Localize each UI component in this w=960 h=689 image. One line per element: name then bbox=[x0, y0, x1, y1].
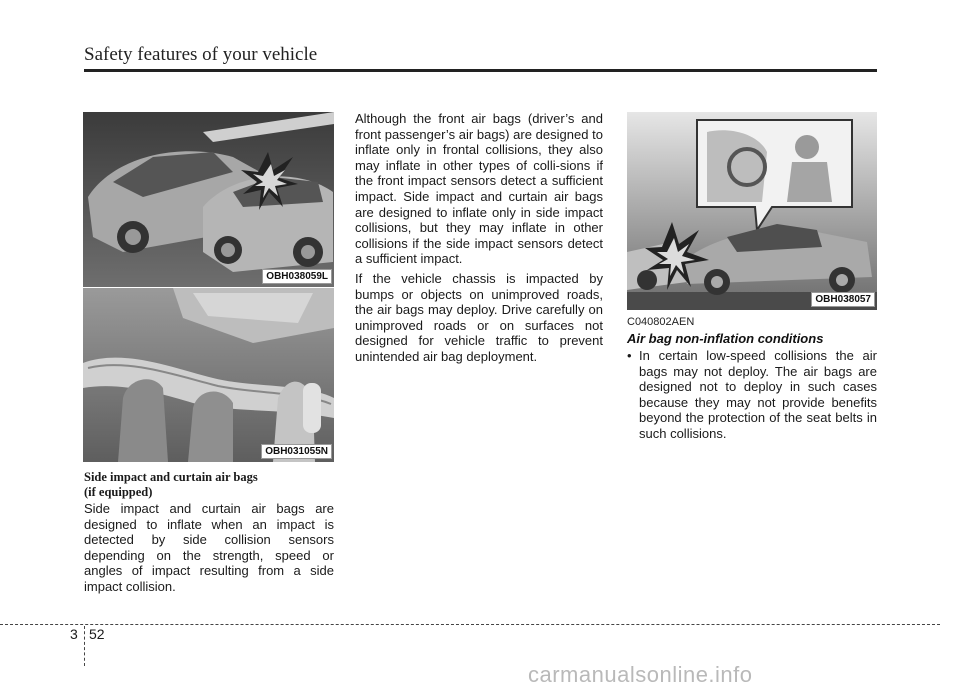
caption-line-2: (if equipped) bbox=[84, 485, 153, 499]
header-rule bbox=[84, 69, 877, 72]
low-speed-collision-illustration bbox=[627, 112, 877, 310]
figure-caption bbox=[84, 470, 334, 500]
footer-rule bbox=[0, 624, 940, 625]
figure-curtain-airbags bbox=[83, 288, 334, 462]
section-code: C040802AEN bbox=[627, 316, 695, 328]
bullet-item bbox=[627, 348, 877, 442]
page-header-title: Safety features of your vehicle bbox=[84, 44, 318, 65]
caption-line-1: Side impact and curtain air bags bbox=[84, 470, 258, 484]
column2-paragraph-1: Although the front air bags (driver’s and front passenger’s air bags) are designed to inflate only in frontal collisions, they also may inflate in other types of colli-sions if the front impact sensors detect a sufficient impact. Side impact and curtain air bags are designed to inflate only in side impact collisions, but they may inflate in other collisions if the side impact sensors detect a sufficient impact. bbox=[355, 111, 603, 267]
bullet-text: In certain low-speed collisions the air bags may not deploy. The air bags are designed not to deploy in such cases because they may not provide benefits beyond the protection of the seat belts in such collisions. bbox=[639, 348, 877, 441]
watermark: carmanualsonline.info bbox=[528, 662, 753, 687]
chapter-number: 3 bbox=[70, 626, 78, 642]
column2-paragraph-2: If the vehicle chassis is impacted by bumps or objects on unimproved roads, the air bags may deploy. Drive carefully on unimproved roads or on surfaces not designed for vehicle traffic to prevent unintended air bag deployment. bbox=[355, 270, 603, 364]
figure-code: OBH031055N bbox=[261, 444, 332, 459]
section-heading: Air bag non-inflation conditions bbox=[627, 331, 824, 346]
side-collision-illustration bbox=[83, 112, 334, 287]
column1-body-text: Side impact and curtain air bags are designed to inflate when an impact is detected by side collision sensors depending on the strength, speed or angles of impact resulting from a side impact collision. bbox=[84, 501, 334, 594]
figure-code: OBH038059L bbox=[262, 269, 332, 284]
bullet-icon: • bbox=[627, 348, 632, 363]
footer-divider bbox=[84, 626, 85, 666]
column2 bbox=[355, 111, 603, 369]
page-number: 52 bbox=[89, 626, 105, 642]
figure-code: OBH038057 bbox=[811, 292, 875, 307]
curtain-airbag-illustration bbox=[83, 288, 334, 462]
figure-low-speed-collision bbox=[627, 112, 877, 310]
figure-side-collision bbox=[83, 112, 334, 287]
